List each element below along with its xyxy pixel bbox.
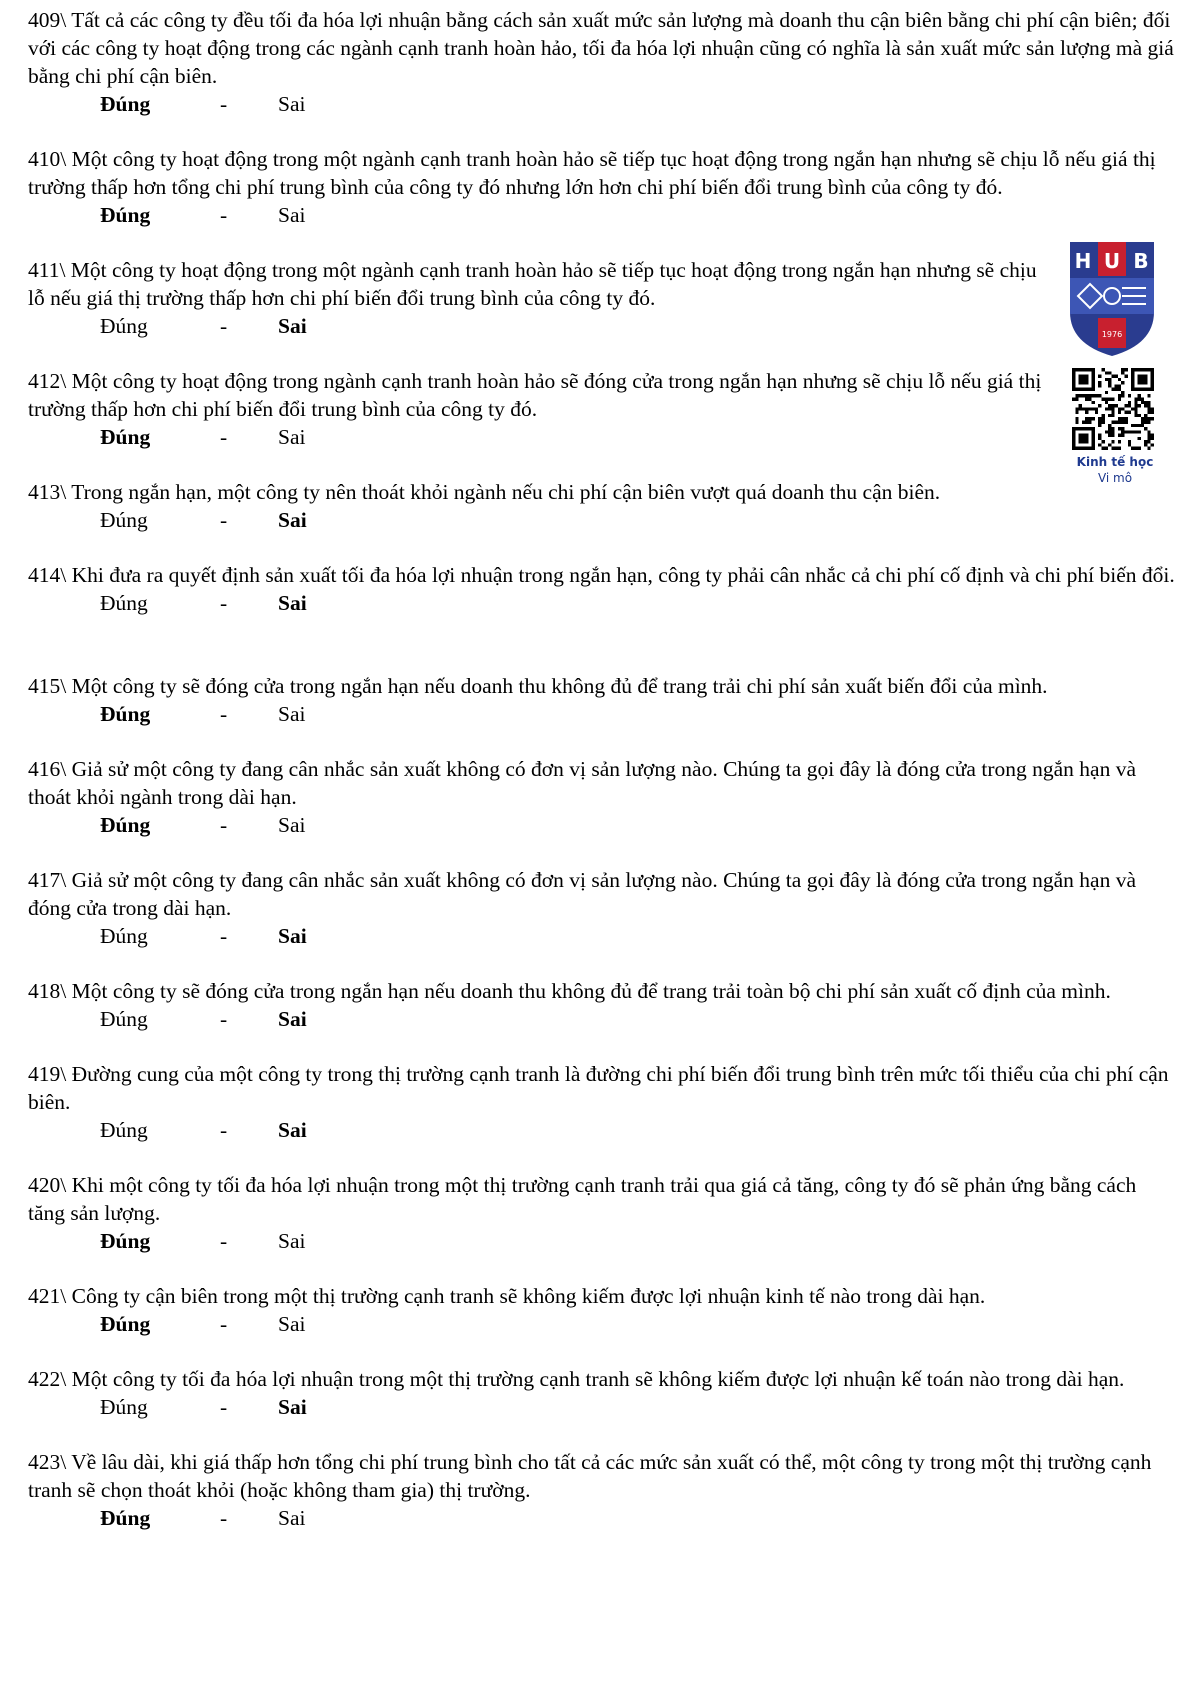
hub-logo-block	[1060, 240, 1170, 500]
question-text: 418\ Một công ty sẽ đóng cửa trong ngắn hạn nếu doanh thu không đủ để trang trải toàn bộ chi phí sản xuất cố định của mình.	[28, 979, 1111, 1003]
option-separator: -	[220, 591, 228, 615]
question-text: 421\ Công ty cận biên trong một thị trường cạnh tranh sẽ không kiếm được lợi nhuận kinh tế nào trong dài hạn.	[28, 1284, 986, 1308]
question-418	[28, 977, 1178, 1033]
option-true: Đúng	[100, 702, 151, 726]
answer-row	[28, 1504, 1178, 1532]
option-false: Sai	[278, 1229, 306, 1253]
option-true: Đúng	[100, 92, 151, 116]
logo-caption	[1060, 454, 1170, 486]
question-421	[28, 1282, 1178, 1338]
spacer	[28, 534, 1178, 561]
option-true: Đúng	[100, 425, 151, 449]
question-413	[28, 478, 1178, 534]
option-false: Sai	[278, 924, 307, 948]
option-separator: -	[220, 425, 228, 449]
logo-letter-u: U	[1103, 249, 1121, 273]
option-separator: -	[220, 92, 228, 116]
logo-letter-b: B	[1133, 249, 1149, 273]
answer-row	[28, 1116, 1178, 1144]
option-false: Sai	[278, 702, 306, 726]
spacer	[28, 229, 1178, 256]
spacer	[28, 451, 1178, 478]
question-text: 420\ Khi một công ty tối đa hóa lợi nhuận trong một thị trường cạnh tranh trải qua giá cả tăng, công ty đó sẽ phản ứng bằng cách tăng sản lượng.	[28, 1173, 1137, 1225]
question-420	[28, 1171, 1178, 1255]
question-text: 413\ Trong ngắn hạn, một công ty nên thoát khỏi ngành nếu chi phí cận biên vượt quá doanh thu cận biên.	[28, 480, 941, 504]
option-false: Sai	[278, 92, 306, 116]
option-true: Đúng	[100, 924, 148, 948]
answer-row	[28, 811, 1178, 839]
option-separator: -	[220, 1395, 228, 1419]
option-false: Sai	[278, 508, 307, 532]
logo-caption-line2: Vi mô	[1097, 471, 1133, 485]
spacer	[28, 118, 1178, 145]
question-410	[28, 145, 1178, 229]
answer-row	[28, 922, 1178, 950]
option-separator: -	[220, 702, 228, 726]
spacer	[28, 950, 1178, 977]
option-false: Sai	[278, 203, 306, 227]
question-419	[28, 1060, 1178, 1144]
option-false: Sai	[278, 1312, 306, 1336]
option-true: Đúng	[100, 1229, 151, 1253]
option-true: Đúng	[100, 1007, 148, 1031]
question-text: 414\ Khi đưa ra quyết định sản xuất tối đa hóa lợi nhuận trong ngắn hạn, công ty phải cân nhắc cả chi phí cố định và chi phí biến đổi.	[28, 563, 1175, 587]
logo-letter-h: H	[1074, 249, 1092, 273]
option-true: Đúng	[100, 1506, 151, 1530]
question-text: 423\ Về lâu dài, khi giá thấp hơn tổng chi phí trung bình cho tất cả các mức sản xuất có thể, một công ty trong một thị trường cạnh tranh sẽ chọn thoát khỏi (hoặc không tham gia) thị trường.	[28, 1450, 1152, 1502]
spacer	[28, 1033, 1178, 1060]
question-411	[28, 256, 1178, 340]
question-text: 417\ Giả sử một công ty đang cân nhắc sản xuất không có đơn vị sản lượng nào. Chúng ta gọi đây là đóng cửa trong ngắn hạn và đóng cửa trong dài hạn.	[28, 868, 1136, 920]
option-true: Đúng	[100, 1312, 151, 1336]
option-separator: -	[220, 924, 228, 948]
question-list	[28, 6, 1178, 1532]
question-409	[28, 6, 1178, 118]
option-false: Sai	[278, 1506, 306, 1530]
question-text: 422\ Một công ty tối đa hóa lợi nhuận trong một thị trường cạnh tranh sẽ không kiếm được lợi nhuận kế toán nào trong dài hạn.	[28, 1367, 1125, 1391]
spacer	[28, 1255, 1178, 1282]
question-422	[28, 1365, 1178, 1421]
question-412	[28, 367, 1178, 451]
answer-row	[28, 1310, 1178, 1338]
option-separator: -	[220, 314, 228, 338]
answer-row	[28, 312, 1178, 340]
option-separator: -	[220, 203, 228, 227]
option-separator: -	[220, 508, 228, 532]
option-false: Sai	[278, 425, 306, 449]
question-415	[28, 672, 1178, 728]
spacer	[28, 728, 1178, 755]
option-true: Đúng	[100, 314, 148, 338]
spacer	[28, 1338, 1178, 1365]
answer-row	[28, 506, 1178, 534]
option-true: Đúng	[100, 508, 148, 532]
question-414	[28, 561, 1178, 617]
answer-row	[28, 700, 1178, 728]
spacer	[28, 340, 1178, 367]
answer-row	[28, 1005, 1178, 1033]
spacer	[28, 839, 1178, 866]
option-separator: -	[220, 813, 228, 837]
question-text: 419\ Đường cung của một công ty trong thị trường cạnh tranh là đường chi phí biến đổi trung bình trên mức tối thiểu của chi phí cận biên.	[28, 1062, 1169, 1114]
question-text: 409\ Tất cả các công ty đều tối đa hóa lợi nhuận bằng cách sản xuất mức sản lượng mà doanh thu cận biên bằng chi phí cận biên; đối với các công ty hoạt động trong các ngành cạnh tranh hoàn hảo, tối đa hóa lợi nhuận cũng có nghĩa là sản xuất mức sản lượng mà giá bằng chi phí cận biên.	[28, 8, 1174, 88]
option-separator: -	[220, 1118, 228, 1142]
logo-caption-line1: Kinh tế học	[1076, 455, 1154, 469]
option-true: Đúng	[100, 203, 151, 227]
question-416	[28, 755, 1178, 839]
logo-year: 1976	[1101, 330, 1123, 339]
question-text: 411\ Một công ty hoạt động trong một ngành cạnh tranh hoàn hảo sẽ tiếp tục hoạt động trong ngắn hạn nhưng sẽ chịu lỗ nếu giá thị trường thấp hơn chi phí biến đổi trung bình của công ty đó.	[28, 258, 1037, 310]
question-423	[28, 1448, 1178, 1532]
answer-row	[28, 1227, 1178, 1255]
question-text: 416\ Giả sử một công ty đang cân nhắc sản xuất không có đơn vị sản lượng nào. Chúng ta gọi đây là đóng cửa trong ngắn hạn và thoát khỏi ngành trong dài hạn.	[28, 757, 1136, 809]
option-separator: -	[220, 1312, 228, 1336]
option-false: Sai	[278, 1118, 307, 1142]
option-true: Đúng	[100, 813, 151, 837]
option-false: Sai	[278, 591, 307, 615]
option-false: Sai	[278, 1395, 307, 1419]
answer-row	[28, 589, 1178, 617]
question-text: 415\ Một công ty sẽ đóng cửa trong ngắn hạn nếu doanh thu không đủ để trang trải chi phí sản xuất biến đổi của mình.	[28, 674, 1048, 698]
question-text: 412\ Một công ty hoạt động trong ngành cạnh tranh hoàn hảo sẽ đóng cửa trong ngắn hạn nhưng sẽ chịu lỗ nếu giá thị trường thấp hơn chi phí biến đổi trung bình của công ty đó.	[28, 369, 1042, 421]
option-false: Sai	[278, 1007, 307, 1031]
option-true: Đúng	[100, 1118, 148, 1142]
option-false: Sai	[278, 813, 306, 837]
option-false: Sai	[278, 314, 307, 338]
answer-row	[28, 423, 1178, 451]
qr-code	[1072, 368, 1154, 450]
answer-row	[28, 1393, 1178, 1421]
option-true: Đúng	[100, 591, 148, 615]
hub-shield-logo	[1068, 240, 1156, 358]
question-417	[28, 866, 1178, 950]
option-separator: -	[220, 1007, 228, 1031]
answer-row	[28, 90, 1178, 118]
option-separator: -	[220, 1506, 228, 1530]
spacer	[28, 1421, 1178, 1448]
spacer	[28, 617, 1178, 672]
answer-row	[28, 201, 1178, 229]
option-separator: -	[220, 1229, 228, 1253]
spacer	[28, 1144, 1178, 1171]
question-text: 410\ Một công ty hoạt động trong một ngành cạnh tranh hoàn hảo sẽ tiếp tục hoạt động trong ngắn hạn nhưng sẽ chịu lỗ nếu giá thị trường thấp hơn tổng chi phí trung bình của công ty đó nhưng lớn hơn chi phí biến đổi trung bình của công ty đó.	[28, 147, 1156, 199]
option-true: Đúng	[100, 1395, 148, 1419]
